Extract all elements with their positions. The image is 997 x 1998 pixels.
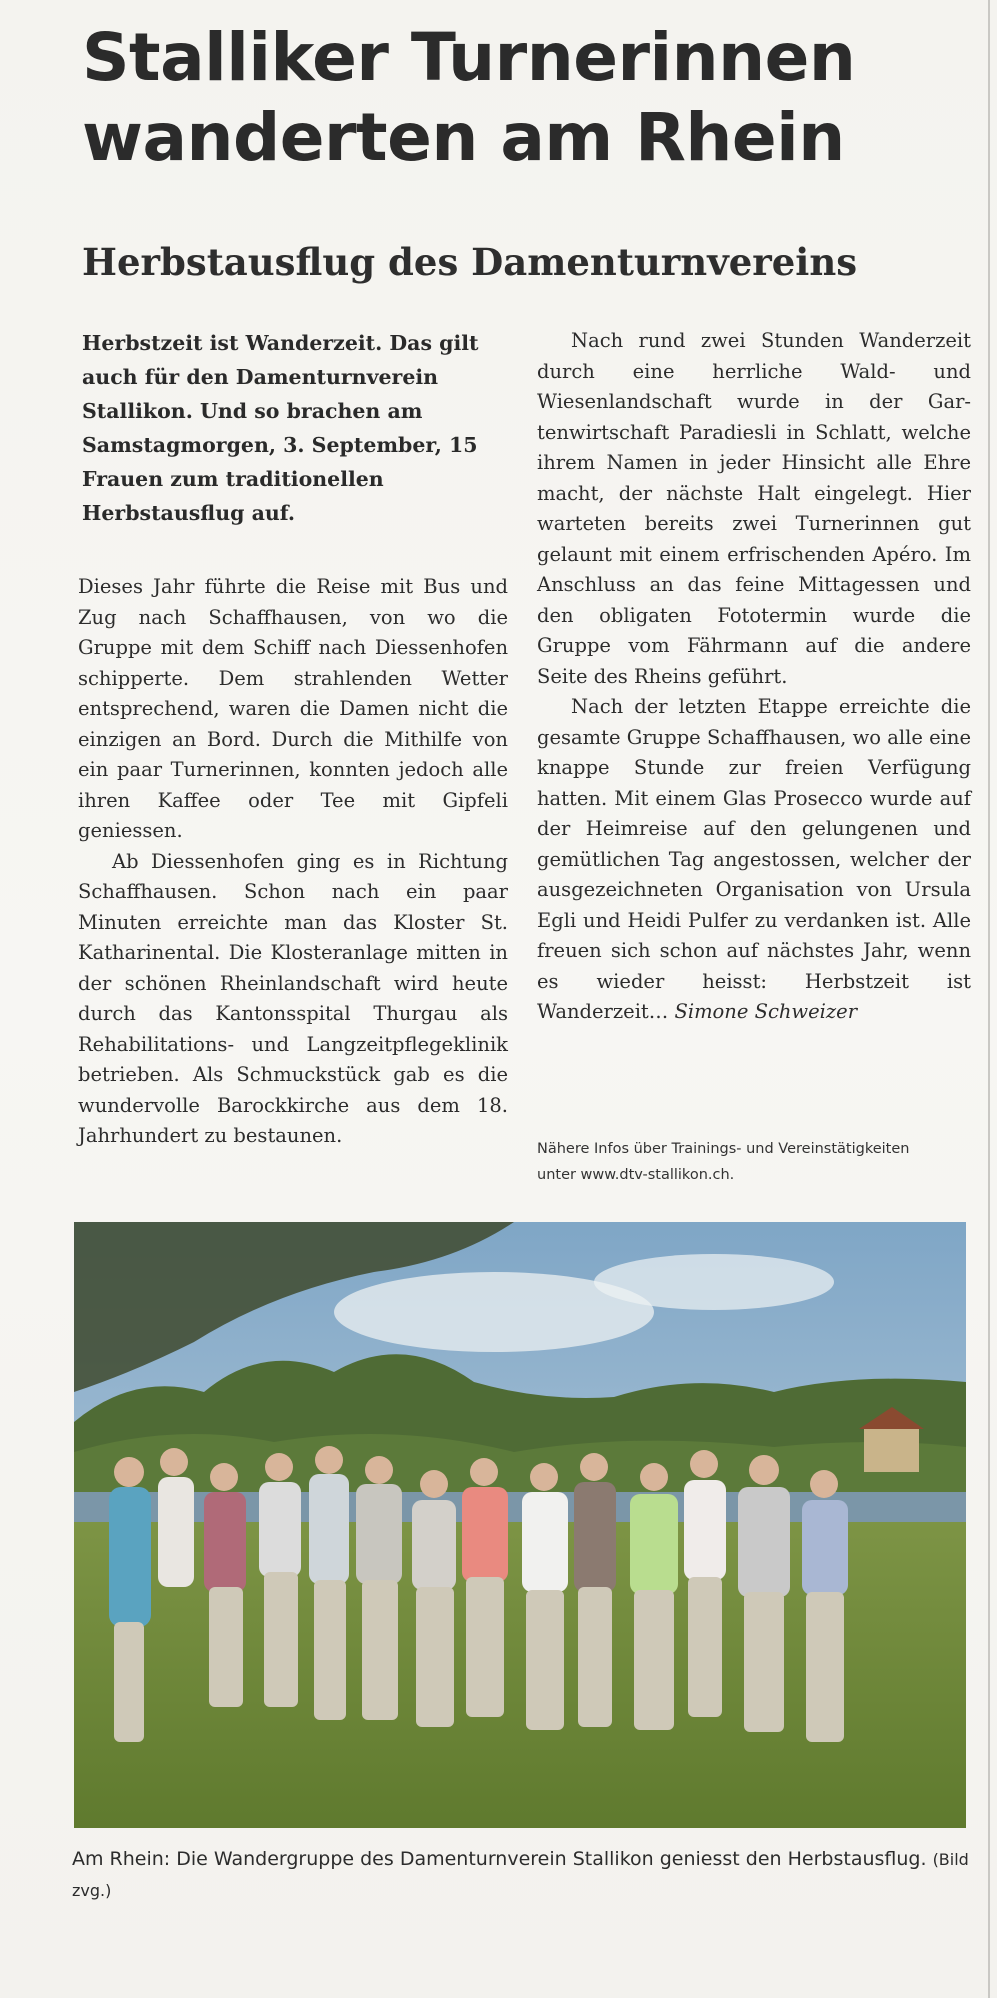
body-paragraph: Ab Diessenhofen ging es in Richtung Schaffhausen. Schon nach ein paar Minuten erreichte man das Kloster St. Katharinental. Die Klosteranlage mitten in der schönen Rheinlandschaft wird heute durch das Kantonsspital Thurgau als Rehabilitations- und Langzeitpflegeklinik betrieben. Als Schmuckstück gab es die wundervolle Barockkirche aus dem 18. Jahrhundert zu bestaunen. (78, 849, 508, 1147)
group-photo (74, 1222, 966, 1828)
page-edge-rule (988, 0, 990, 1998)
body-paragraph-last (537, 692, 971, 1028)
article-headline (82, 18, 962, 178)
author-name: Simone Schweizer (674, 1000, 858, 1023)
headline-line-2: wanderten am Rhein (82, 99, 845, 176)
body-paragraph: Dieses Jahr führte die Reise mit Bus und Zug nach Schaffhausen, von wo die Gruppe mit dem Schiff nach Diessenhofen schipperte. Dem strahlenden Wetter entsprechend, waren die Damen nicht die einzigen an Bord. Durch die Mithilfe von ein paar Turnerinnen, konnten jedoch alle ihren Kaffee oder Tee mit Gipfeli geniessen. (78, 575, 508, 842)
group-photo-illustration (74, 1222, 966, 1828)
photo-credit: (Bild zvg.) (72, 1850, 969, 1900)
headline-line-1: Stalliker Turnerinnen (82, 19, 856, 96)
info-box (537, 1136, 977, 1188)
article-subheadline: Herbstausflug des Damenturnvereins (82, 240, 858, 284)
body-column-left (78, 572, 508, 1152)
info-line-1: Nähere Infos über Trainings- und Vereinstätigkeiten (537, 1141, 910, 1157)
body-paragraph-text: Nach der letzten Etappe erreichte die gesamte Gruppe Schaffhausen, wo alle eine knappe Stunde zur freien Verfügung hatten. Mit einem Glas Prosecco wurde auf der Heimreise auf den gelungenen und gemütlichen Tag angestossen, welcher der ausgezeichneten Organisation von Ursula Egli und Heidi Pulfer zu verdanken ist. Alle freuen sich schon auf nächstes Jahr, wenn es wieder heisst: Herbstzeit ist Wanderzeit… (537, 695, 971, 1023)
body-paragraph: Nach rund zwei Stunden Wanderzeit durch eine herrliche Wald- und Wiesenlandschaft wurde in der Gartenwirtschaft Paradiesli in Schlatt, welche ihrem Namen in jeder Hinsicht alle Ehre macht, der nächste Halt eingelegt. Hier warteten bereits zwei Turnerinnen gut gelaunt mit einem erfrischenden Apéro. Im Anschluss an das feine Mittagessen und den obligaten Fototermin wurde die Gruppe vom Fährmann auf die andere Seite des Rheins geführt. (537, 329, 971, 688)
info-line-2: unter www.dtv-stallikon.ch. (537, 1167, 735, 1183)
caption-text: Am Rhein: Die Wandergruppe des Damenturnverein Stallikon geniesst den Herbstausflug. (72, 1848, 927, 1870)
article-lead: Herbstzeit ist Wanderzeit. Das gilt auch für den Damenturnverein Stallikon. Und so brachen am Samstagmorgen, 3. September, 15 Frauen zum traditionellen Herbstausflug auf. (82, 331, 479, 525)
photo-caption (72, 1844, 972, 1906)
body-column-right (537, 326, 971, 1028)
